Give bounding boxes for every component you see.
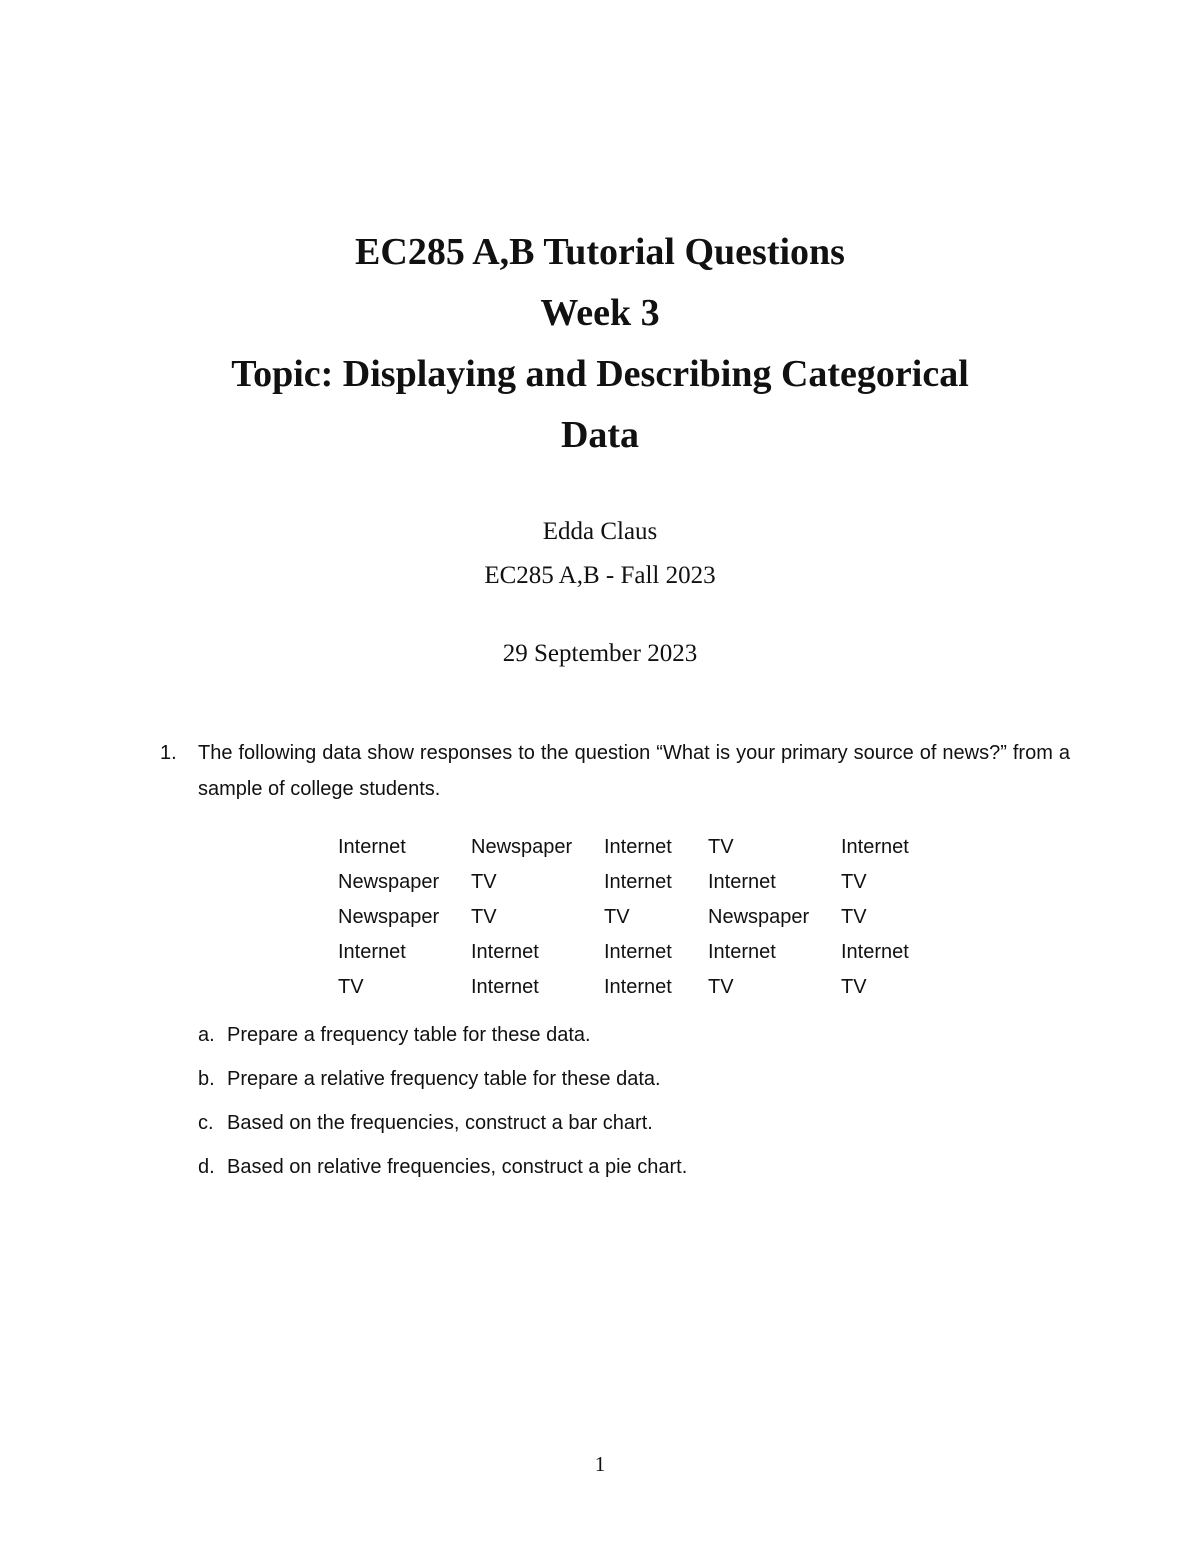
response-data-table <box>338 830 941 1005</box>
table-cell: Internet <box>841 941 909 963</box>
subpart-a <box>198 1017 687 1061</box>
table-cell: Newspaper <box>708 906 810 928</box>
table-cell: Internet <box>338 941 406 963</box>
subpart-label: d. <box>198 1156 215 1178</box>
table-cell: Internet <box>841 836 909 858</box>
table-row <box>338 900 941 935</box>
subpart-label: b. <box>198 1068 215 1090</box>
subpart-text: Based on the frequencies, construct a bar chart. <box>227 1112 653 1134</box>
course-term: EC285 A,B - Fall 2023 <box>484 562 716 589</box>
table-cell: TV <box>604 906 630 928</box>
subpart-text: Based on relative frequencies, construct a pie chart. <box>227 1156 688 1178</box>
author-name: Edda Claus <box>542 518 658 545</box>
subpart-c <box>198 1105 687 1149</box>
document-date: 29 September 2023 <box>502 640 698 667</box>
table-cell: Newspaper <box>338 871 440 893</box>
table-cell: Internet <box>604 941 672 963</box>
table-cell: TV <box>471 871 497 893</box>
subpart-label: c. <box>198 1112 214 1134</box>
question-text: The following data show responses to the question “What is your primary source of news?” from a sample of college students. <box>198 742 1070 800</box>
table-cell: Internet <box>708 941 776 963</box>
table-cell: TV <box>708 836 734 858</box>
question-subparts <box>198 1017 687 1193</box>
title-line-topic: Topic: Displaying and Describing Categorical <box>231 353 969 395</box>
table-cell: Internet <box>604 976 672 998</box>
question-1 <box>160 735 1070 807</box>
document-title <box>100 222 1100 466</box>
table-cell: Newspaper <box>338 906 440 928</box>
table-cell: Internet <box>471 941 539 963</box>
table-row <box>338 935 941 970</box>
table-cell: TV <box>841 976 867 998</box>
table-cell: Internet <box>471 976 539 998</box>
table-cell: Internet <box>604 871 672 893</box>
subpart-text: Prepare a relative frequency table for these data. <box>227 1068 661 1090</box>
subpart-d <box>198 1149 687 1193</box>
subpart-b <box>198 1061 687 1105</box>
table-row <box>338 830 941 865</box>
table-cell: TV <box>841 871 867 893</box>
page-number: 1 <box>594 1452 606 1476</box>
table-cell: Internet <box>604 836 672 858</box>
table-cell: TV <box>338 976 364 998</box>
subpart-text: Prepare a frequency table for these data. <box>227 1024 591 1046</box>
subpart-label: a. <box>198 1024 215 1046</box>
title-line-course: EC285 A,B Tutorial Questions <box>355 231 845 273</box>
table-cell: TV <box>471 906 497 928</box>
title-line-week: Week 3 <box>540 292 660 334</box>
table-cell: TV <box>841 906 867 928</box>
table-row <box>338 970 941 1005</box>
table-cell: TV <box>708 976 734 998</box>
table-cell: Internet <box>708 871 776 893</box>
table-cell: Newspaper <box>471 836 573 858</box>
question-number: 1. <box>160 742 177 764</box>
table-row <box>338 865 941 900</box>
table-cell: Internet <box>338 836 406 858</box>
title-line-topic-continued: Data <box>560 414 640 456</box>
